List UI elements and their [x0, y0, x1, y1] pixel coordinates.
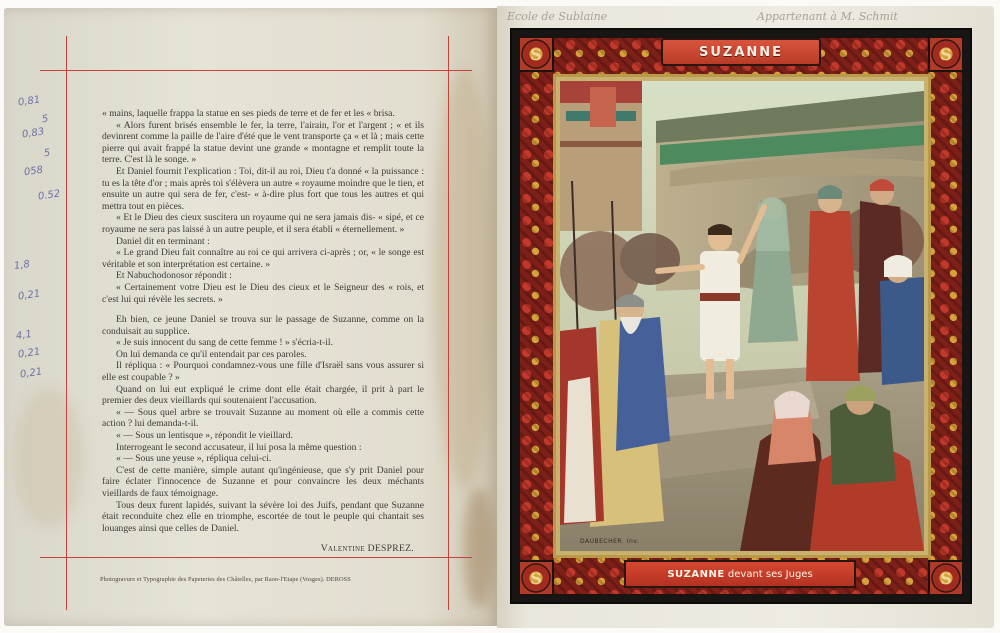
- caption-rest: devant ses Juges: [727, 568, 813, 580]
- caption-banner: [624, 560, 856, 588]
- pencil-mark: 0,21: [17, 346, 41, 361]
- pencil-mark: 1,8: [13, 258, 31, 273]
- margin-rule-left: [66, 36, 67, 610]
- artist-signature: DAUBECHER. Inv.: [580, 538, 640, 545]
- printer-footer: Photogravure et Typographie des Papeteries des Châtelles, par Raon-l'Etape (Vosges). DEROSS: [100, 576, 351, 583]
- paragraph: « Je suis innocent du sang de cette femme ! » s'écria-t-il.: [116, 337, 333, 349]
- pencil-mark: 0,83: [21, 126, 45, 141]
- paragraph: On lui demanda ce qu'il entendait par ces paroles.: [116, 348, 307, 360]
- paragraph: « Certainement votre Dieu est le Dieu des cieux et le Seigneur des « rois, et c'est lui qui révèle les secrets. »: [102, 281, 424, 305]
- corner-monogram: [928, 36, 964, 72]
- pencil-mark: 0,21: [17, 288, 41, 303]
- stain: [464, 488, 494, 608]
- pencil-mark: 0,81: [17, 94, 41, 109]
- paragraph: Quand on lui eut expliqué le crime dont elle était chargée, il prit à part le premier des deux vieillards qui soutenaient l'accusation.: [102, 383, 424, 407]
- paragraph: « — Sous quel arbre se trouvait Suzanne au moment où elle a commis cette action ? lui demanda-t-il.: [102, 406, 424, 430]
- corner-monogram: [518, 560, 554, 596]
- paragraph: « — Sous une yeuse », répliqua celui-ci.: [116, 453, 272, 465]
- paragraph: « Le grand Dieu fait connaître au roi ce qui arrivera ci-après ; or, « le songe est véritable et son interprétation est certaine. »: [102, 247, 424, 270]
- author-signature: Valentine DESPREZ.: [320, 543, 414, 555]
- pencil-mark: 5: [41, 113, 50, 126]
- monogram-letter: S: [530, 568, 542, 588]
- pencil-mark: 0.52: [37, 188, 61, 203]
- cover-title: SUZANNE: [698, 44, 784, 60]
- pencil-mark: 4,1: [15, 328, 33, 343]
- corner-monogram: [928, 560, 964, 596]
- title-banner: [661, 38, 821, 66]
- paragraph: « Alors furent brisés ensemble le fer, la terre, l'airain, l'or et l'argent ; « et ils devinrent comme la paille de l'aire d'été que le vent transporte ça « et là ; mais cette pierre qui avait frappé la statue devint une grande « montagne et remplit toute la terre. C'est là le songe. »: [102, 119, 424, 166]
- monogram-letter: S: [940, 44, 952, 64]
- paragraph: Et Nabuchodonosor répondit :: [116, 270, 232, 282]
- paragraph: « mains, laquelle frappa la statue en ses pieds de terre et de fer et les « brisa.: [102, 108, 395, 119]
- monogram-letter: S: [530, 44, 542, 64]
- handwritten-owner: Appartenant à M. Schmit: [757, 10, 898, 23]
- left-page: [4, 8, 497, 626]
- paragraph: « Et le Dieu des cieux suscitera un royaume qui ne sera jamais dis- « sipé, et ce royaume ne sera pas laissé à un autre peuple, et il sera établi « éternellement. »: [102, 212, 424, 235]
- paragraph: Daniel dit en terminant :: [116, 235, 210, 247]
- stain: [14, 388, 84, 528]
- caption-bold: SUZANNE: [667, 568, 725, 580]
- paragraph: Interrogeant le second accusateur, il lui posa la même question :: [116, 441, 362, 453]
- story-text: [102, 108, 424, 555]
- stain: [434, 68, 494, 488]
- paragraph: Il répliqua : « Pourquoi condamnez-vous une fille d'Israël sans vous assurer si elle est coupable ? »: [102, 360, 424, 384]
- paragraph: Eh bien, ce jeune Daniel se trouva sur le passage de Suzanne, comme on la conduisait au supplice.: [102, 314, 424, 337]
- margin-rule-bottom: [40, 557, 472, 558]
- corner-monogram: [518, 36, 554, 72]
- pencil-mark: 5: [43, 147, 52, 160]
- right-page: [497, 6, 994, 628]
- caption-text: [667, 569, 812, 580]
- pencil-mark: 058: [23, 164, 44, 179]
- illustration-panel: [553, 74, 931, 558]
- handwritten-school: Ecole de Sublaine: [507, 10, 608, 23]
- pencil-mark: 0,21: [19, 366, 43, 381]
- margin-rule-top: [40, 70, 472, 71]
- cover-frame: [510, 28, 972, 604]
- paragraph: Tous deux furent lapidés, suivant la sévère loi des Juifs, pendant que Suzanne était reconduite chez elle en triomphe, escortée de tout le peuple qui chantait ses louanges ainsi que celles de Daniel.: [102, 499, 424, 534]
- paragraph: « — Sous un lentisque », répondit le vieillard.: [116, 430, 293, 442]
- paragraph: Et Daniel fournit l'explication : Toi, dit-il au roi, Dieu t'a donné « la puissance : tu es la tête d'or ; mais après toi s'élèvera un autre « royaume moindre que le tien, et ensuite un autre qui sera de fer, c'est- « à-dire plus fort que tous les autres et qui mettra tout en pièces.: [102, 165, 424, 212]
- margin-rule-right: [448, 36, 449, 610]
- monogram-letter: S: [940, 568, 952, 588]
- daniel-judgment-illustration: [560, 81, 924, 551]
- paragraph: C'est de cette manière, simple autant qu'ingénieuse, que s'y prit Daniel pour faire éclater l'innocence de Suzanne et pour convaincre les deux méchants vieillards de faux témoignage.: [102, 464, 424, 499]
